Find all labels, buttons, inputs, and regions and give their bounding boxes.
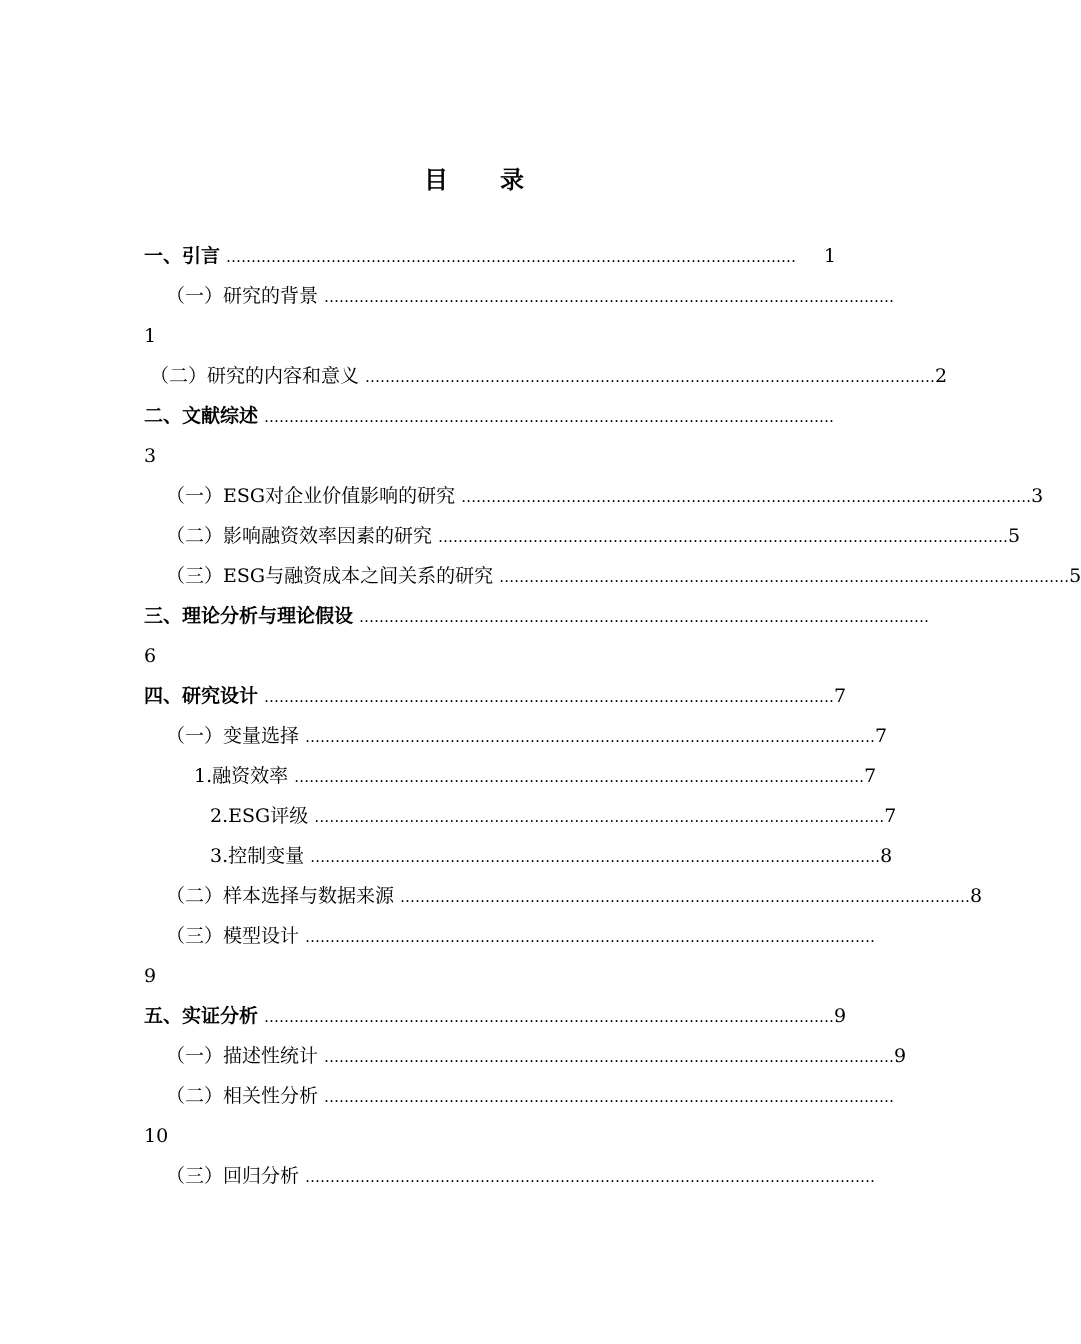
toc-entry[interactable] [144,356,948,396]
toc-entry[interactable] [144,916,876,956]
toc-entry-label: （一）描述性统计 [166,1045,319,1067]
toc-leader-dots: …………………………………………………………………………………………………… [359,608,930,626]
toc-entry-label: （三）回归分析 [166,1165,300,1187]
toc-entry-label: 三、理论分析与理论假设 [144,605,354,627]
toc-entry[interactable] [144,1076,895,1116]
toc-leader-dots: …………………………………………………………………………………………………… [400,888,971,906]
toc-page-number: 6 [144,645,157,667]
toc-page-number: 9 [894,1045,907,1067]
toc-entry-label: 四、研究设计 [144,685,259,707]
toc-leader-dots: …………………………………………………………………………………………………… [499,568,1070,586]
toc-leader-dots: …………………………………………………………………………………………………… [305,1168,876,1186]
toc-leader-dots: …………………………………………………………………………………………………… [324,1088,895,1106]
toc-leader-dots: …………………………………………………………………………………………………… [264,408,835,426]
toc-leader-dots: …………………………………………………………………………………………………… [310,848,881,866]
toc-entry[interactable] [144,1036,907,1076]
toc-page-number: 1 [823,245,836,267]
toc-page-number: 5 [1069,565,1081,587]
toc-page-number: 10 [144,1125,169,1147]
toc-entry-label: （二）相关性分析 [166,1085,319,1107]
toc-leader-dots: …………………………………………………………………………………………………… [264,1008,835,1026]
toc-page-number: 9 [144,965,157,987]
toc-leader-dots: …………………………………………………………………………………………………… [438,528,1009,546]
toc-leader-dots: …………………………………………………………………………………………………… [314,808,885,826]
toc-entry[interactable] [144,396,836,436]
toc-entry[interactable] [144,476,1044,516]
table-of-contents [144,236,1081,1196]
toc-page-number: 2 [935,365,948,387]
toc-entry-label: （二）样本选择与数据来源 [166,885,395,907]
toc-entry-label: 1.融资效率 [194,765,289,787]
toc-page-number: 8 [880,845,893,867]
toc-leader-dots: …………………………………………………………………………………………………… [226,248,797,266]
toc-page-number: 3 [1031,485,1044,507]
toc-entry[interactable] [144,676,847,716]
toc-entry-label: （二）影响融资效率因素的研究 [166,525,433,547]
toc-entry[interactable] [144,596,930,636]
toc-entry-label: （一）变量选择 [166,725,300,747]
toc-entry-label: （一）研究的背景 [166,285,319,307]
toc-entry-label: （二）研究的内容和意义 [150,365,360,387]
toc-entry-label: （三）ESG与融资成本之间关系的研究 [166,565,494,587]
toc-entry[interactable] [144,516,1021,556]
toc-entry[interactable] [144,556,1081,596]
toc-leader-dots: …………………………………………………………………………………………………… [461,488,1032,506]
toc-entry-label: 2.ESG评级 [210,805,309,827]
toc-entry[interactable] [144,1156,876,1196]
toc-entry[interactable] [144,276,895,316]
toc-entry-label: （一）ESG对企业价值影响的研究 [166,485,456,507]
toc-entry-label: 二、文献综述 [144,405,259,427]
toc-page-number: 5 [1008,525,1021,547]
toc-page-number: 3 [144,445,157,467]
toc-leader-dots: …………………………………………………………………………………………………… [294,768,865,786]
toc-leader-dots: …………………………………………………………………………………………………… [305,928,876,946]
toc-title-left: 目 [424,166,450,194]
toc-entry[interactable] [144,236,836,276]
toc-title-right: 录 [500,166,526,194]
toc-entry-label: 一、引言 [144,245,221,267]
toc-leader-dots: …………………………………………………………………………………………………… [324,1048,895,1066]
toc-entry[interactable] [144,836,893,876]
toc-leader-dots: …………………………………………………………………………………………………… [365,368,936,386]
toc-leader-dots: …………………………………………………………………………………………………… [305,728,876,746]
toc-entry[interactable] [144,876,983,916]
toc-leader-dots: …………………………………………………………………………………………………… [264,688,835,706]
toc-entry[interactable] [144,796,897,836]
toc-page-number: 8 [970,885,983,907]
toc-page-number: 1 [144,325,157,347]
toc-entry[interactable] [144,996,847,1036]
toc-page-number: 7 [864,765,877,787]
toc-entry[interactable] [144,716,888,756]
toc-page-number: 7 [875,725,888,747]
toc-entry-label: （三）模型设计 [166,925,300,947]
toc-entry-label: 3.控制变量 [210,845,305,867]
toc-entry-label: 五、实证分析 [144,1005,259,1027]
toc-page-number: 7 [834,685,847,707]
toc-entry[interactable] [144,756,877,796]
toc-page-number: 9 [834,1005,847,1027]
toc-title [0,160,950,195]
toc-page-number: 7 [884,805,897,827]
toc-leader-dots: …………………………………………………………………………………………………… [324,288,895,306]
